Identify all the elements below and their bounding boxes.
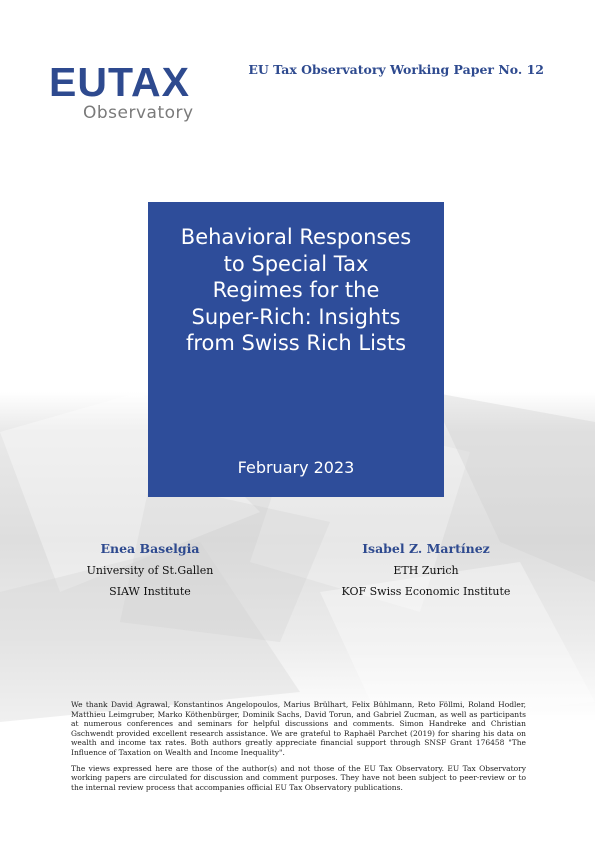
author-name: Isabel Z. Martínez [362,541,490,556]
publication-date: February 2023 [237,458,355,477]
author-affiliation: KOF Swiss Economic Institute [341,585,511,598]
title-line: Regimes for the [212,278,380,302]
author-affiliation: ETH Zurich [393,564,459,577]
paper-title [148,224,444,357]
footnotes [71,700,526,798]
logo-subtitle: Observatory [83,103,194,123]
author-name: Enea Baselgia [100,541,200,556]
acknowledgements: We thank David Agrawal, Konstantinos Angelopoulos, Marius Brülhart, Felix Bühlmann, Reto Föllmi, Roland Hodler, Matthieu Leimgruber, Marko Köthenbürger, Dominik Sachs, David Torun, and Gabriel Zucman, as well as participants at numerous conferences and seminars for helpful discussions and comments. Simon Handreke and Christian Gschwendt provided excellent research assistance. We are grateful to Raphaël Parchet (2019) for sharing his data on wealth and income tax rates. Both authors greatly appreciate financial support through SNSF Grant 176458 "The Influence of Taxation on Wealth and Income Inequality". [71,700,526,757]
title-line: from Swiss Rich Lists [185,331,407,355]
logo-wordmark: EUTAX [49,59,190,105]
eutax-logo [49,60,199,126]
author-block [336,538,516,602]
author-affiliation: University of St.Gallen [86,564,214,577]
author-affiliation: SIAW Institute [109,585,191,598]
title-line: Behavioral Responses [180,225,412,249]
title-box [148,202,444,497]
title-line: Super-Rich: Insights [191,304,401,329]
title-line: to Special Tax [223,251,369,276]
disclaimer: The views expressed here are those of the author(s) and not those of the EU Tax Observatory. EU Tax Observatory working papers are circulated for discussion and comment purposes. They have not been subject to peer-review or to the internal review process that accompanies official EU Tax Observatory publications. [71,763,526,792]
working-paper-series: EU Tax Observatory Working Paper No. 12 [248,62,544,77]
author-block [60,538,240,602]
